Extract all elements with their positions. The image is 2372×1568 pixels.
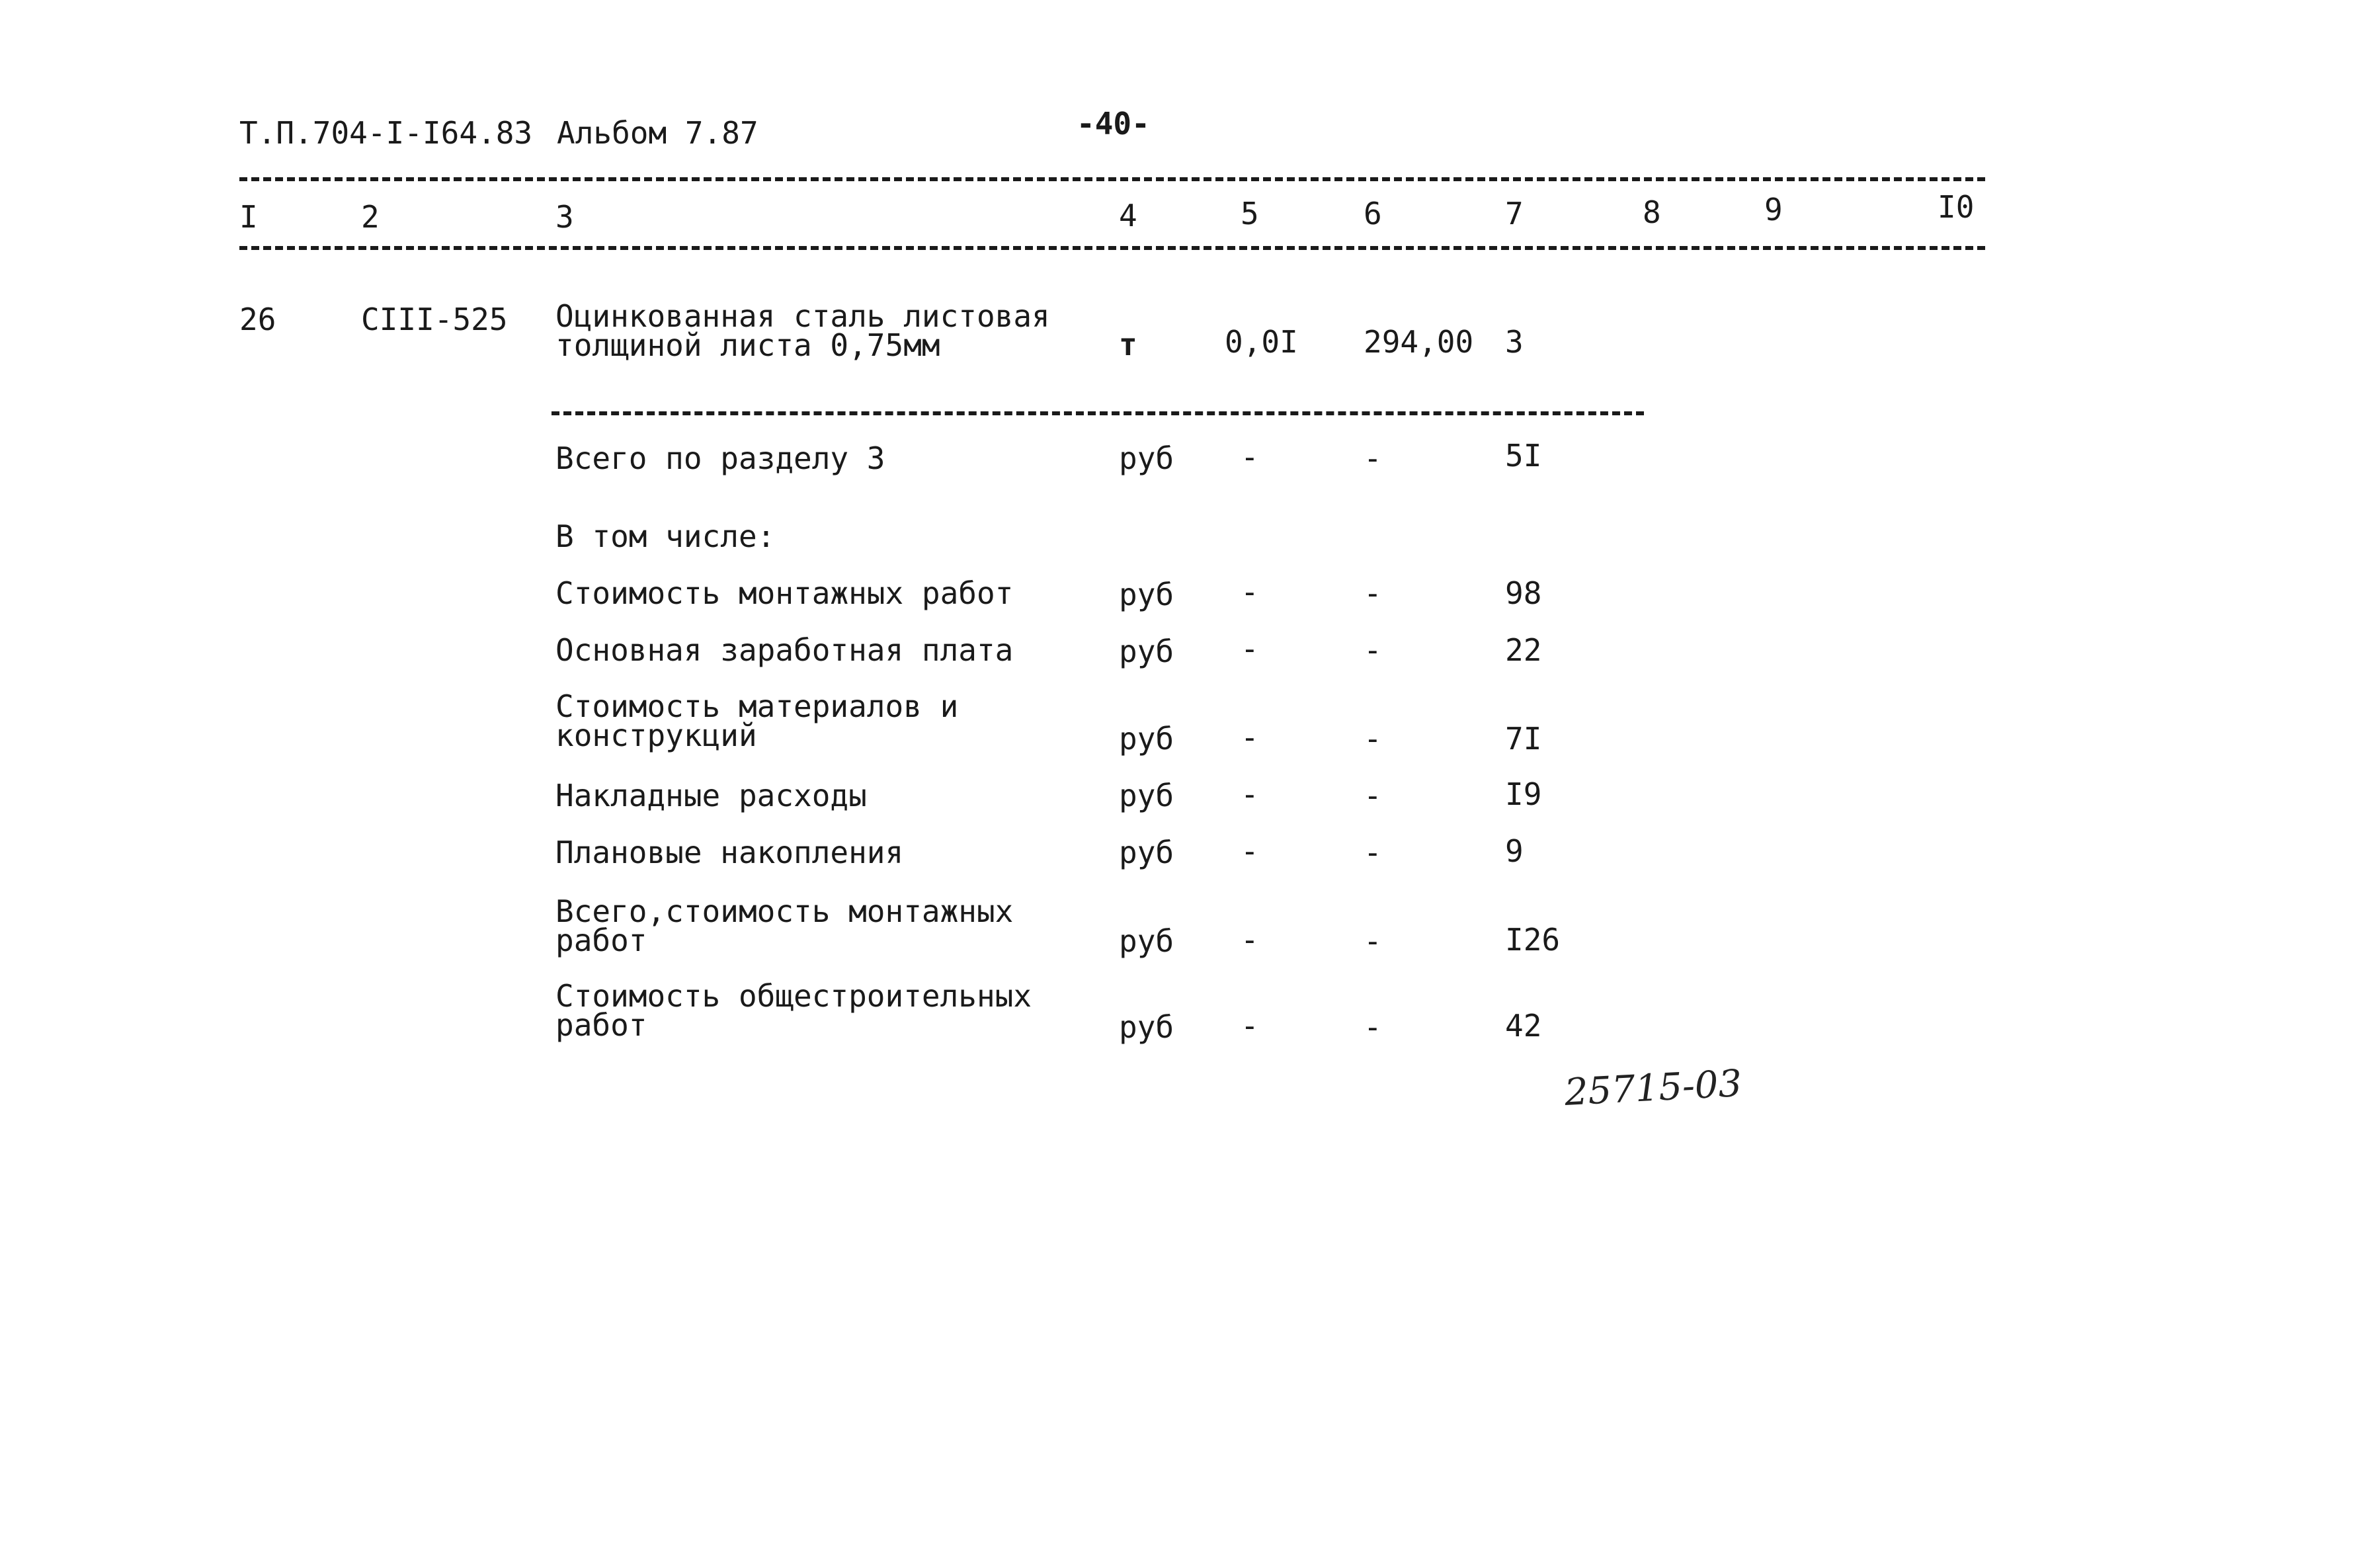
breakdown-label: Стоимость материалов и конструкций	[555, 688, 959, 753]
breakdown-label: Основная заработная плата	[555, 632, 1014, 668]
breakdown-label: Стоимость общестроительных работ	[555, 978, 1032, 1043]
section-total-label: Всего по разделу 3	[555, 440, 885, 476]
document-code: Т.П.704-I-I64.83	[239, 115, 533, 151]
breakdown-label: Накладные расходы	[555, 778, 867, 813]
breakdown-unit: руб	[1119, 835, 1174, 870]
breakdown-col5: -	[1241, 922, 1259, 958]
album-label: Альбом 7.87	[557, 115, 758, 151]
column-header: 6	[1364, 196, 1382, 231]
column-header: 5	[1241, 196, 1259, 231]
breakdown-col6: -	[1364, 1009, 1382, 1045]
section-total-unit: руб	[1119, 440, 1174, 476]
breakdown-label: Стоимость монтажных работ	[555, 575, 1014, 611]
section-total-col6: -	[1364, 440, 1382, 476]
item-quantity: 0,0I	[1225, 324, 1298, 360]
page-number: -40-	[1077, 106, 1150, 142]
breakdown-value: 42	[1505, 1008, 1542, 1044]
section-total-value: 5I	[1505, 438, 1542, 474]
item-price: 294,00	[1364, 324, 1474, 360]
breakdown-value: 9	[1505, 833, 1524, 869]
column-header: 9	[1764, 192, 1783, 227]
breakdown-value: 98	[1505, 575, 1542, 611]
breakdown-unit: руб	[1119, 721, 1174, 757]
breakdown-col5: -	[1241, 720, 1259, 755]
breakdown-col5: -	[1241, 1008, 1259, 1044]
breakdown-col5: -	[1241, 574, 1259, 610]
item-cost: 3	[1505, 324, 1524, 360]
column-header: 7	[1505, 196, 1524, 231]
section-total-col5: -	[1241, 439, 1259, 475]
breakdown-value: 7I	[1505, 721, 1542, 757]
breakdown-col5: -	[1241, 631, 1259, 667]
breakdown-value: 22	[1505, 632, 1542, 668]
header-bottom-rule	[239, 246, 1985, 250]
section-total-rule	[552, 411, 1644, 415]
breakdown-value: I26	[1505, 922, 1561, 958]
column-header: I	[239, 199, 258, 235]
breakdown-unit: руб	[1119, 923, 1174, 959]
breakdown-col6: -	[1364, 923, 1382, 959]
column-header: 8	[1643, 194, 1661, 230]
including-label: В том числе:	[555, 518, 776, 554]
item-description: Оцинкованная сталь листовая толщиной листа 0,75мм	[555, 298, 1050, 363]
breakdown-col6: -	[1364, 835, 1382, 870]
handwritten-note: 25715-03	[1563, 1062, 1743, 1114]
item-number: 26	[239, 302, 276, 337]
breakdown-label: Всего,стоимость монтажных работ	[555, 893, 1014, 958]
header-top-rule	[239, 177, 1985, 181]
breakdown-col6: -	[1364, 632, 1382, 668]
column-header: I0	[1938, 189, 1975, 225]
breakdown-unit: руб	[1119, 577, 1174, 612]
breakdown-unit: руб	[1119, 634, 1174, 669]
breakdown-col5: -	[1241, 776, 1259, 812]
breakdown-col6: -	[1364, 778, 1382, 813]
column-header: 4	[1119, 198, 1137, 233]
breakdown-value: I9	[1505, 776, 1542, 812]
item-code: СIII-525	[361, 302, 508, 337]
breakdown-col5: -	[1241, 833, 1259, 869]
breakdown-col6: -	[1364, 721, 1382, 757]
column-header: 3	[555, 199, 574, 235]
breakdown-col6: -	[1364, 575, 1382, 611]
column-header: 2	[361, 199, 380, 235]
item-unit: т	[1119, 327, 1137, 362]
breakdown-unit: руб	[1119, 1009, 1174, 1045]
breakdown-unit: руб	[1119, 778, 1174, 813]
breakdown-label: Плановые накопления	[555, 835, 904, 870]
